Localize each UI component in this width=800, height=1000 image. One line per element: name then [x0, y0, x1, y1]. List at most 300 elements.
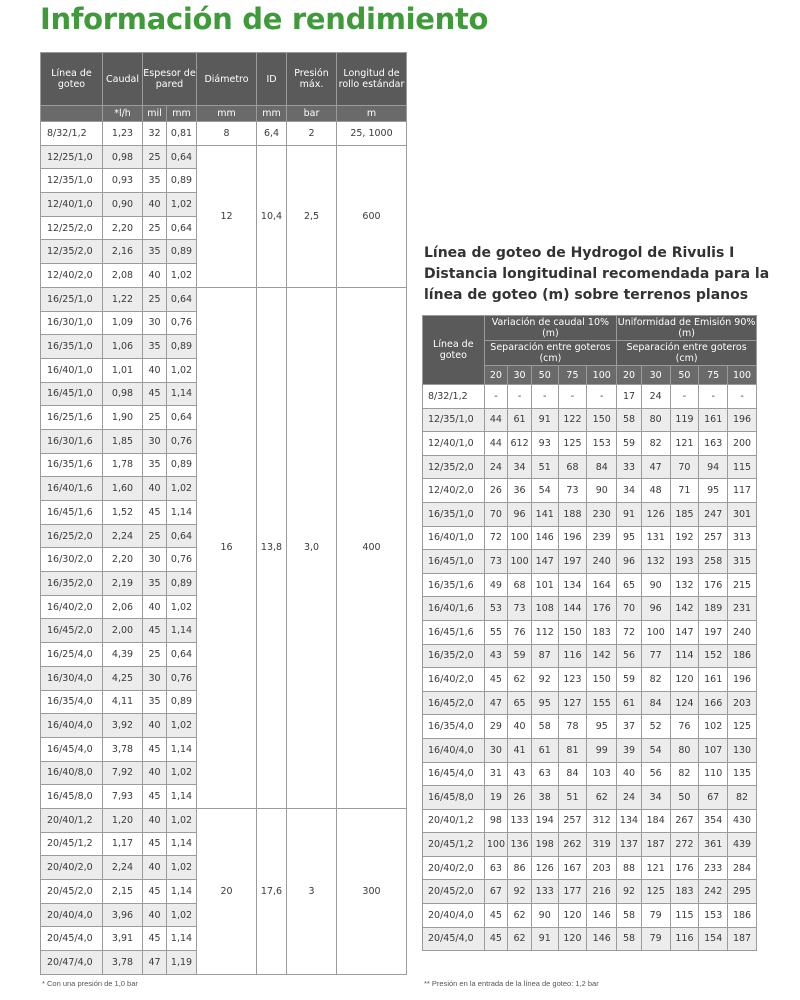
unit-cell: mm — [257, 106, 287, 122]
table-cell: 100 — [484, 833, 508, 857]
table-cell: 0,93 — [103, 169, 143, 193]
table-cell: 95 — [699, 479, 728, 503]
table-cell: 0,64 — [167, 643, 197, 667]
table-row — [423, 927, 757, 951]
table-cell: 194 — [531, 809, 558, 833]
unit-cell — [41, 106, 103, 122]
table-cell: 315 — [728, 550, 757, 574]
table-cell: 40 — [143, 761, 167, 785]
table-cell: 20/45/4,0 — [423, 927, 485, 951]
table-cell: 20/45/2,0 — [423, 880, 485, 904]
table-cell: 0,98 — [103, 382, 143, 406]
table-cell: 152 — [699, 644, 728, 668]
unit-cell: m — [337, 106, 407, 122]
header-emitter-spacing: Separación entre goteros (cm) — [484, 341, 617, 366]
table-cell: 37 — [617, 715, 642, 739]
table-cell: 45 — [143, 501, 167, 525]
group-cell: 400 — [337, 287, 407, 808]
table-cell: 2,24 — [103, 524, 143, 548]
table-cell: 20/45/1,2 — [41, 832, 103, 856]
table-cell: 257 — [558, 809, 587, 833]
table-cell: 65 — [508, 691, 532, 715]
table-cell: 12/40/1,0 — [41, 193, 103, 217]
table-cell: 80 — [670, 738, 699, 762]
table-cell: 187 — [728, 927, 757, 951]
table-cell: 44 — [484, 432, 508, 456]
header-diameter: Diámetro — [197, 53, 257, 106]
table-cell: 95 — [531, 691, 558, 715]
table-cell: 312 — [587, 809, 617, 833]
table-row — [423, 809, 757, 833]
table-cell: 1,20 — [103, 808, 143, 832]
table-cell: 125 — [558, 432, 587, 456]
table-cell: 258 — [699, 550, 728, 574]
table-cell: 115 — [670, 904, 699, 928]
table-cell: 45 — [143, 927, 167, 951]
table-cell: 24 — [617, 786, 642, 810]
table-cell: 62 — [508, 668, 532, 692]
table-cell: 1,02 — [167, 358, 197, 382]
table-cell: 82 — [641, 668, 670, 692]
table-cell: 203 — [587, 856, 617, 880]
table-cell: 0,98 — [103, 145, 143, 169]
table-cell: 4,25 — [103, 666, 143, 690]
table-cell: 72 — [484, 526, 508, 550]
table-cell: 19 — [484, 786, 508, 810]
table-row — [423, 597, 757, 621]
table-cell: 146 — [531, 526, 558, 550]
table-cell: 0,64 — [167, 216, 197, 240]
table-cell: 125 — [641, 880, 670, 904]
table-cell: 76 — [670, 715, 699, 739]
table-cell: 12/35/1,0 — [41, 169, 103, 193]
table-cell: 55 — [484, 620, 508, 644]
table-cell: 20/47/4,0 — [41, 951, 103, 975]
table-cell: 36 — [508, 479, 532, 503]
table-cell: 1,02 — [167, 808, 197, 832]
table-cell: 116 — [670, 927, 699, 951]
table-cell: 1,19 — [167, 951, 197, 975]
table-row — [423, 762, 757, 786]
table-cell: 70 — [670, 455, 699, 479]
table-cell: 82 — [641, 432, 670, 456]
table-cell: 25 — [143, 287, 167, 311]
table-cell: 90 — [531, 904, 558, 928]
table-cell: 62 — [508, 927, 532, 951]
table-cell: 16/45/1,6 — [423, 620, 485, 644]
table-cell: 0,90 — [103, 193, 143, 217]
spacing-header: 75 — [699, 366, 728, 385]
table-cell: 16/45/2,0 — [423, 691, 485, 715]
table-cell: 51 — [531, 455, 558, 479]
table-cell: 1,14 — [167, 880, 197, 904]
table-cell: 95 — [587, 715, 617, 739]
table-cell: 92 — [617, 880, 642, 904]
table-cell: 2,15 — [103, 880, 143, 904]
table-cell: 20/45/2,0 — [41, 880, 103, 904]
table-cell: 189 — [699, 597, 728, 621]
table-cell: 34 — [641, 786, 670, 810]
table-cell: 17 — [617, 385, 642, 409]
table-cell: 127 — [558, 691, 587, 715]
table-cell: 40 — [143, 714, 167, 738]
table-cell: 30 — [484, 738, 508, 762]
table-cell: 240 — [728, 620, 757, 644]
table-cell: 88 — [617, 856, 642, 880]
table-cell: 1,06 — [103, 335, 143, 359]
table-cell: 114 — [670, 644, 699, 668]
header-id: ID — [257, 53, 287, 106]
table-cell: 3,78 — [103, 737, 143, 761]
group-cell: 3,0 — [287, 287, 337, 808]
header-flow-variation: Variación de caudal 10% (m) — [484, 316, 617, 341]
table-cell: 1,14 — [167, 927, 197, 951]
table-cell: 84 — [641, 691, 670, 715]
table-cell: 176 — [699, 573, 728, 597]
spacing-header: 50 — [531, 366, 558, 385]
table-cell: 231 — [728, 597, 757, 621]
table-cell: - — [558, 385, 587, 409]
table-cell: 91 — [531, 408, 558, 432]
table-row — [423, 904, 757, 928]
table-cell: 0,64 — [167, 406, 197, 430]
table-cell: 126 — [641, 502, 670, 526]
table-cell: 233 — [699, 856, 728, 880]
table-cell: 0,76 — [167, 548, 197, 572]
header-roll-length: Longitud de rollo estándar — [337, 53, 407, 106]
table-cell: 16/30/1,0 — [41, 311, 103, 335]
table-cell: 134 — [558, 573, 587, 597]
table-cell: 7,93 — [103, 785, 143, 809]
table-cell: - — [728, 385, 757, 409]
table-cell: 90 — [641, 573, 670, 597]
table-cell: 20/40/2,0 — [41, 856, 103, 880]
table-cell: 108 — [531, 597, 558, 621]
footnote-inlet-pressure: ** Presión en la entrada de la línea de goteo: 1,2 bar — [424, 979, 599, 988]
group-cell: 16 — [197, 287, 257, 808]
table-cell: 53 — [484, 597, 508, 621]
table-cell: 86 — [508, 856, 532, 880]
table-cell: 16/40/1,6 — [423, 597, 485, 621]
table-cell: 1,23 — [103, 122, 143, 146]
table-cell: 56 — [617, 644, 642, 668]
table-cell: 8/32/1,2 — [41, 122, 103, 146]
table-cell: 131 — [641, 526, 670, 550]
table-cell: 183 — [587, 620, 617, 644]
table-cell: 0,89 — [167, 572, 197, 596]
table-cell: 30 — [143, 666, 167, 690]
table-cell: 20/45/4,0 — [41, 927, 103, 951]
header-emitter-spacing: Separación entre goteros (cm) — [617, 341, 757, 366]
group-cell: 6,4 — [257, 122, 287, 146]
table-cell: 185 — [670, 502, 699, 526]
table-row — [423, 644, 757, 668]
table-cell: 177 — [558, 880, 587, 904]
table-cell: 4,11 — [103, 690, 143, 714]
table-cell: 284 — [728, 856, 757, 880]
header-dripline: Línea de goteo — [41, 53, 103, 106]
table-cell: 176 — [670, 856, 699, 880]
table-cell: 166 — [699, 691, 728, 715]
table-cell: 73 — [508, 597, 532, 621]
table-cell: 3,96 — [103, 903, 143, 927]
table-cell: 16/35/4,0 — [423, 715, 485, 739]
table-cell: 12/25/2,0 — [41, 216, 103, 240]
table-row — [423, 432, 757, 456]
table-cell: 1,85 — [103, 429, 143, 453]
table-cell: 61 — [617, 691, 642, 715]
table-cell: 120 — [670, 668, 699, 692]
table-cell: 0,81 — [167, 122, 197, 146]
table-cell: 134 — [617, 809, 642, 833]
table-cell: 95 — [617, 526, 642, 550]
table-cell: 20/40/4,0 — [41, 903, 103, 927]
unit-cell: mil — [143, 106, 167, 122]
table-cell: 16/40/2,0 — [41, 595, 103, 619]
table-cell: 25 — [143, 216, 167, 240]
table-cell: 150 — [558, 620, 587, 644]
table-cell: 102 — [699, 715, 728, 739]
table-cell: 215 — [728, 573, 757, 597]
group-cell: 2,5 — [287, 145, 337, 287]
table-cell: 4,39 — [103, 643, 143, 667]
table-row — [423, 550, 757, 574]
group-cell: 600 — [337, 145, 407, 287]
table-cell: 59 — [617, 432, 642, 456]
table-cell: 25 — [143, 406, 167, 430]
table-cell: 48 — [641, 479, 670, 503]
table-cell: 20/40/1,2 — [423, 809, 485, 833]
table-cell: 147 — [670, 620, 699, 644]
table-cell: 2,08 — [103, 264, 143, 288]
table-cell: 203 — [728, 691, 757, 715]
table-cell: 73 — [484, 550, 508, 574]
table-cell: 197 — [699, 620, 728, 644]
table-row — [423, 502, 757, 526]
table-cell: 49 — [484, 573, 508, 597]
table-row — [41, 287, 407, 311]
table-cell: 82 — [670, 762, 699, 786]
table-cell: 47 — [143, 951, 167, 975]
table-cell: 110 — [699, 762, 728, 786]
table-cell: 63 — [531, 762, 558, 786]
table-cell: 117 — [728, 479, 757, 503]
table-cell: 45 — [143, 832, 167, 856]
table-cell: 267 — [670, 809, 699, 833]
table-cell: 1,60 — [103, 477, 143, 501]
table-cell: 0,76 — [167, 429, 197, 453]
table-row — [423, 668, 757, 692]
table-cell: 16/35/2,0 — [41, 572, 103, 596]
table-cell: 240 — [587, 550, 617, 574]
table-cell: 161 — [699, 668, 728, 692]
table-cell: 1,52 — [103, 501, 143, 525]
header-flow: Caudal — [103, 53, 143, 106]
table-cell: 62 — [587, 786, 617, 810]
run-length-table-body — [423, 385, 757, 951]
table-cell: 16/45/1,0 — [41, 382, 103, 406]
table-cell: 35 — [143, 240, 167, 264]
table-cell: 1,01 — [103, 358, 143, 382]
table-cell: 58 — [617, 904, 642, 928]
table-cell: 16/45/8,0 — [41, 785, 103, 809]
performance-table — [40, 52, 407, 975]
table-cell: 16/45/2,0 — [41, 619, 103, 643]
group-cell: 20 — [197, 808, 257, 974]
table-cell: 200 — [728, 432, 757, 456]
table-cell: 20/40/4,0 — [423, 904, 485, 928]
table-cell: 35 — [143, 690, 167, 714]
table-cell: 146 — [587, 904, 617, 928]
table-cell: 216 — [587, 880, 617, 904]
table-cell: 34 — [508, 455, 532, 479]
table-cell: 0,76 — [167, 666, 197, 690]
table-cell: 103 — [587, 762, 617, 786]
table-cell: 40 — [143, 193, 167, 217]
table-row — [41, 808, 407, 832]
table-cell: 1,14 — [167, 382, 197, 406]
header-emission-uniformity: Uniformidad de Emisión 90% (m) — [617, 317, 756, 339]
table-cell: 313 — [728, 526, 757, 550]
group-cell: 25, 1000 — [337, 122, 407, 146]
table-cell: 45 — [484, 927, 508, 951]
table-cell: 82 — [728, 786, 757, 810]
table-cell: 430 — [728, 809, 757, 833]
table-cell: 40 — [143, 808, 167, 832]
table-cell: 133 — [531, 880, 558, 904]
table-cell: 186 — [728, 644, 757, 668]
table-cell: 90 — [587, 479, 617, 503]
table-cell: 184 — [641, 809, 670, 833]
table-cell: 40 — [143, 264, 167, 288]
table-row — [423, 691, 757, 715]
table-cell: 54 — [531, 479, 558, 503]
table-cell: 40 — [143, 477, 167, 501]
table-cell: 93 — [531, 432, 558, 456]
table-cell: 58 — [617, 927, 642, 951]
table-cell: 2,20 — [103, 548, 143, 572]
performance-table-body — [41, 122, 407, 975]
table-cell: 125 — [728, 715, 757, 739]
table-cell: 1,02 — [167, 856, 197, 880]
table-cell: 164 — [587, 573, 617, 597]
table-cell: 242 — [699, 880, 728, 904]
table-cell: 96 — [508, 502, 532, 526]
table-cell: 56 — [641, 762, 670, 786]
table-cell: 51 — [558, 786, 587, 810]
table-cell: 32 — [143, 122, 167, 146]
footnote-pressure: * Con una presión de 1,0 bar — [42, 979, 138, 988]
table-cell: 30 — [143, 311, 167, 335]
table-cell: 31 — [484, 762, 508, 786]
table-cell: 2,20 — [103, 216, 143, 240]
table-cell: 68 — [508, 573, 532, 597]
table-cell: 354 — [699, 809, 728, 833]
table-cell: 84 — [587, 455, 617, 479]
table-cell: 126 — [531, 856, 558, 880]
table-cell: 192 — [670, 526, 699, 550]
table-cell: 26 — [484, 479, 508, 503]
unit-cell: *l/h — [103, 106, 143, 122]
table-cell: 137 — [617, 833, 642, 857]
spacing-header: 50 — [670, 366, 699, 385]
table-cell: 150 — [587, 408, 617, 432]
table-cell: 45 — [484, 904, 508, 928]
table-cell: 2,16 — [103, 240, 143, 264]
spacing-header: 100 — [587, 366, 617, 385]
table-cell: 16/40/8,0 — [41, 761, 103, 785]
table-cell: 107 — [699, 738, 728, 762]
table-cell: 130 — [728, 738, 757, 762]
table-cell: 24 — [484, 455, 508, 479]
table-cell: 8/32/1,2 — [423, 385, 485, 409]
header-dripline: Línea de goteo — [423, 316, 485, 385]
table-cell: 35 — [143, 572, 167, 596]
table-cell: 3,92 — [103, 714, 143, 738]
table-cell: 361 — [699, 833, 728, 857]
table-row — [423, 880, 757, 904]
table-row — [423, 786, 757, 810]
table-cell: 41 — [508, 738, 532, 762]
table-cell: 187 — [641, 833, 670, 857]
table-cell: 439 — [728, 833, 757, 857]
spacing-header: 75 — [558, 366, 587, 385]
table-cell: 16/35/1,6 — [41, 453, 103, 477]
table-cell: 167 — [558, 856, 587, 880]
table-row — [423, 479, 757, 503]
table-cell: 76 — [508, 620, 532, 644]
group-cell: 12 — [197, 145, 257, 287]
table-cell: 91 — [531, 927, 558, 951]
table-cell: 136 — [508, 833, 532, 857]
table-cell: 16/30/1,6 — [41, 429, 103, 453]
table-cell: 16/35/1,0 — [423, 502, 485, 526]
table-cell: 25 — [143, 145, 167, 169]
table-cell: 12/35/2,0 — [41, 240, 103, 264]
table-cell: 1,22 — [103, 287, 143, 311]
table-cell: 1,14 — [167, 785, 197, 809]
group-cell: 2 — [287, 122, 337, 146]
table-cell: 0,76 — [167, 311, 197, 335]
table-cell: 132 — [670, 573, 699, 597]
table-cell: 196 — [558, 526, 587, 550]
table-cell: 40 — [143, 595, 167, 619]
table-cell: 3,78 — [103, 951, 143, 975]
spacing-header: 20 — [484, 366, 508, 385]
table-cell: 80 — [641, 408, 670, 432]
table-row — [423, 715, 757, 739]
table-cell: 16/30/2,0 — [41, 548, 103, 572]
length-table-title: Línea de goteo de Hydrogol de Rivulis I Distancia longitudinal recomendada para la línea de goteo (m) sobre terrenos planos — [424, 245, 770, 303]
table-cell: - — [508, 385, 532, 409]
table-cell: 25 — [143, 643, 167, 667]
table-cell: 30 — [143, 548, 167, 572]
table-cell: 153 — [699, 904, 728, 928]
table-cell: 0,64 — [167, 524, 197, 548]
table-cell: 47 — [484, 691, 508, 715]
table-cell: 33 — [617, 455, 642, 479]
table-cell: 121 — [641, 856, 670, 880]
table-cell: 319 — [587, 833, 617, 857]
table-row — [423, 526, 757, 550]
table-cell: 35 — [143, 453, 167, 477]
table-cell: 197 — [558, 550, 587, 574]
table-cell: 132 — [641, 550, 670, 574]
table-cell: 161 — [699, 408, 728, 432]
table-cell: 96 — [617, 550, 642, 574]
table-cell: 0,89 — [167, 335, 197, 359]
table-cell: 1,17 — [103, 832, 143, 856]
